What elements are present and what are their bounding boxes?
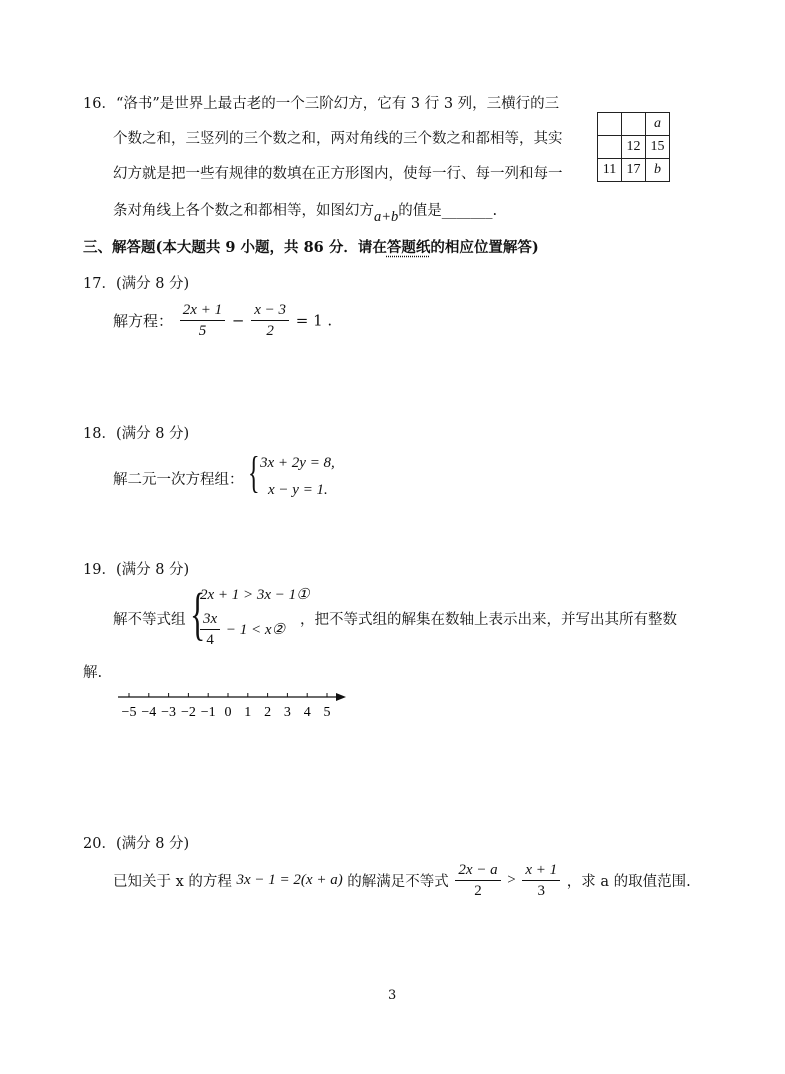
number-line [112, 688, 352, 722]
q17-rhs: = 1 . [295, 311, 333, 330]
number-line-label: 2 [264, 705, 272, 720]
q19-ineq2-rest: − 1 < x② [225, 622, 286, 638]
q20-frac2 [522, 862, 560, 899]
q19-ineq2-den: 4 [206, 632, 214, 648]
section-3-title [83, 236, 539, 257]
q19-ineq1: 2x + 1 > 3x − 1① [200, 587, 310, 603]
q20-eq: 3x − 1 = 2(x + a) [236, 872, 343, 888]
q20-frac1 [455, 862, 500, 899]
q20-header: 20．(满分 8 分) [83, 836, 190, 852]
magic-square-row [598, 136, 670, 159]
q17-frac2-num: x − 3 [251, 302, 289, 321]
q20-post: ，求 a 的取值范围. [566, 874, 691, 890]
q17-frac2 [251, 302, 289, 339]
q16-line1 [83, 92, 559, 113]
q17-prompt: 解方程： [113, 312, 174, 330]
q19-ineq2 [200, 611, 285, 648]
q17-frac1 [180, 302, 225, 339]
q19-tail2: 解. [83, 665, 103, 681]
q16-line4 [113, 199, 498, 225]
section-title-pre: 三、解答题(本大题共 9 小题，共 86 分．请在 [83, 239, 387, 256]
q16-text-line3: 幻方就是把一些有规律的数填在正方形图内，使每一行、每一列和每一 [113, 166, 563, 182]
number-line-label: −5 [121, 705, 137, 720]
number-line-label: −2 [180, 705, 196, 720]
q20-frac2-num: x + 1 [522, 862, 560, 881]
q17-frac2-den: 2 [266, 323, 274, 339]
number-line-label: −3 [161, 705, 177, 720]
q20-line [113, 862, 691, 899]
q20-mid: 的解满足不等式 [347, 874, 449, 890]
q17-minus: − [231, 311, 245, 330]
magic-cell: 11 [598, 159, 622, 182]
q16-text-line4-pre: 条对角线上各个数之和都相等，如图幻方 [113, 203, 374, 219]
magic-square-grid [597, 112, 670, 182]
number-line-label: 1 [244, 705, 252, 720]
section-title-post: 的相应位置解答) [430, 239, 539, 256]
q19-ineq2-frac [200, 611, 220, 648]
q16-text-line1: “洛书”是世界上最古老的一个三阶幻方，它有 3 行 3 列，三横行的三 [115, 96, 560, 112]
q19-tail: ，把不等式组的解集在数轴上表示出来，并写出其所有整数 [300, 612, 677, 628]
magic-cell: 15 [646, 136, 670, 159]
magic-square-row [598, 113, 670, 136]
q20-frac1-den: 2 [474, 883, 482, 899]
magic-cell [622, 113, 646, 136]
page-number: 3 [388, 988, 397, 1003]
q20-frac1-num: 2x − a [455, 862, 500, 881]
q16-text-line2: 个数之和，三竖列的三个数之和，两对角线的三个数之和都相等，其实 [113, 131, 563, 147]
q19-prompt: 解不等式组 [113, 612, 186, 628]
q18-eq1: 3x + 2y = 8, [260, 455, 335, 471]
number-line-label: 0 [224, 705, 232, 720]
magic-cell: 17 [622, 159, 646, 182]
number-line-label: 4 [303, 705, 311, 720]
magic-cell: a [646, 113, 670, 136]
magic-cell [598, 136, 622, 159]
q17-frac1-num: 2x + 1 [180, 302, 225, 321]
magic-square-row [598, 159, 670, 182]
q18-eq2: x − y = 1. [268, 482, 328, 498]
q19-ineq2-num: 3x [200, 611, 220, 630]
q16-text-line4-post: 的值是_______. [398, 203, 498, 219]
number-line-label: −4 [141, 705, 157, 720]
magic-cell: b [646, 159, 670, 182]
q16-number: 16． [83, 96, 116, 112]
q19-header: 19．(满分 8 分) [83, 562, 190, 578]
q17-header: 17．(满分 8 分) [83, 276, 190, 292]
q20-gt: > [507, 872, 516, 888]
q18-header: 18．(满分 8 分) [83, 426, 190, 442]
q18-brace: { [248, 448, 260, 497]
q18-prompt: 解二元一次方程组： [113, 472, 244, 488]
q20-frac2-den: 3 [537, 883, 546, 899]
section-title-dotted: 答题纸 [386, 239, 431, 256]
number-line-label: 5 [323, 705, 331, 720]
number-line-label: 3 [283, 705, 291, 720]
q19-brace: { [190, 581, 206, 646]
number-line-label: −1 [200, 705, 216, 720]
q17-equation [113, 302, 332, 339]
magic-cell [598, 113, 622, 136]
magic-cell: 12 [622, 136, 646, 159]
q17-frac1-den: 5 [198, 323, 207, 339]
number-line-arrow-icon [336, 693, 346, 701]
q20-pre: 已知关于 x 的方程 [113, 874, 232, 890]
q16-expr: a+b [374, 209, 399, 225]
